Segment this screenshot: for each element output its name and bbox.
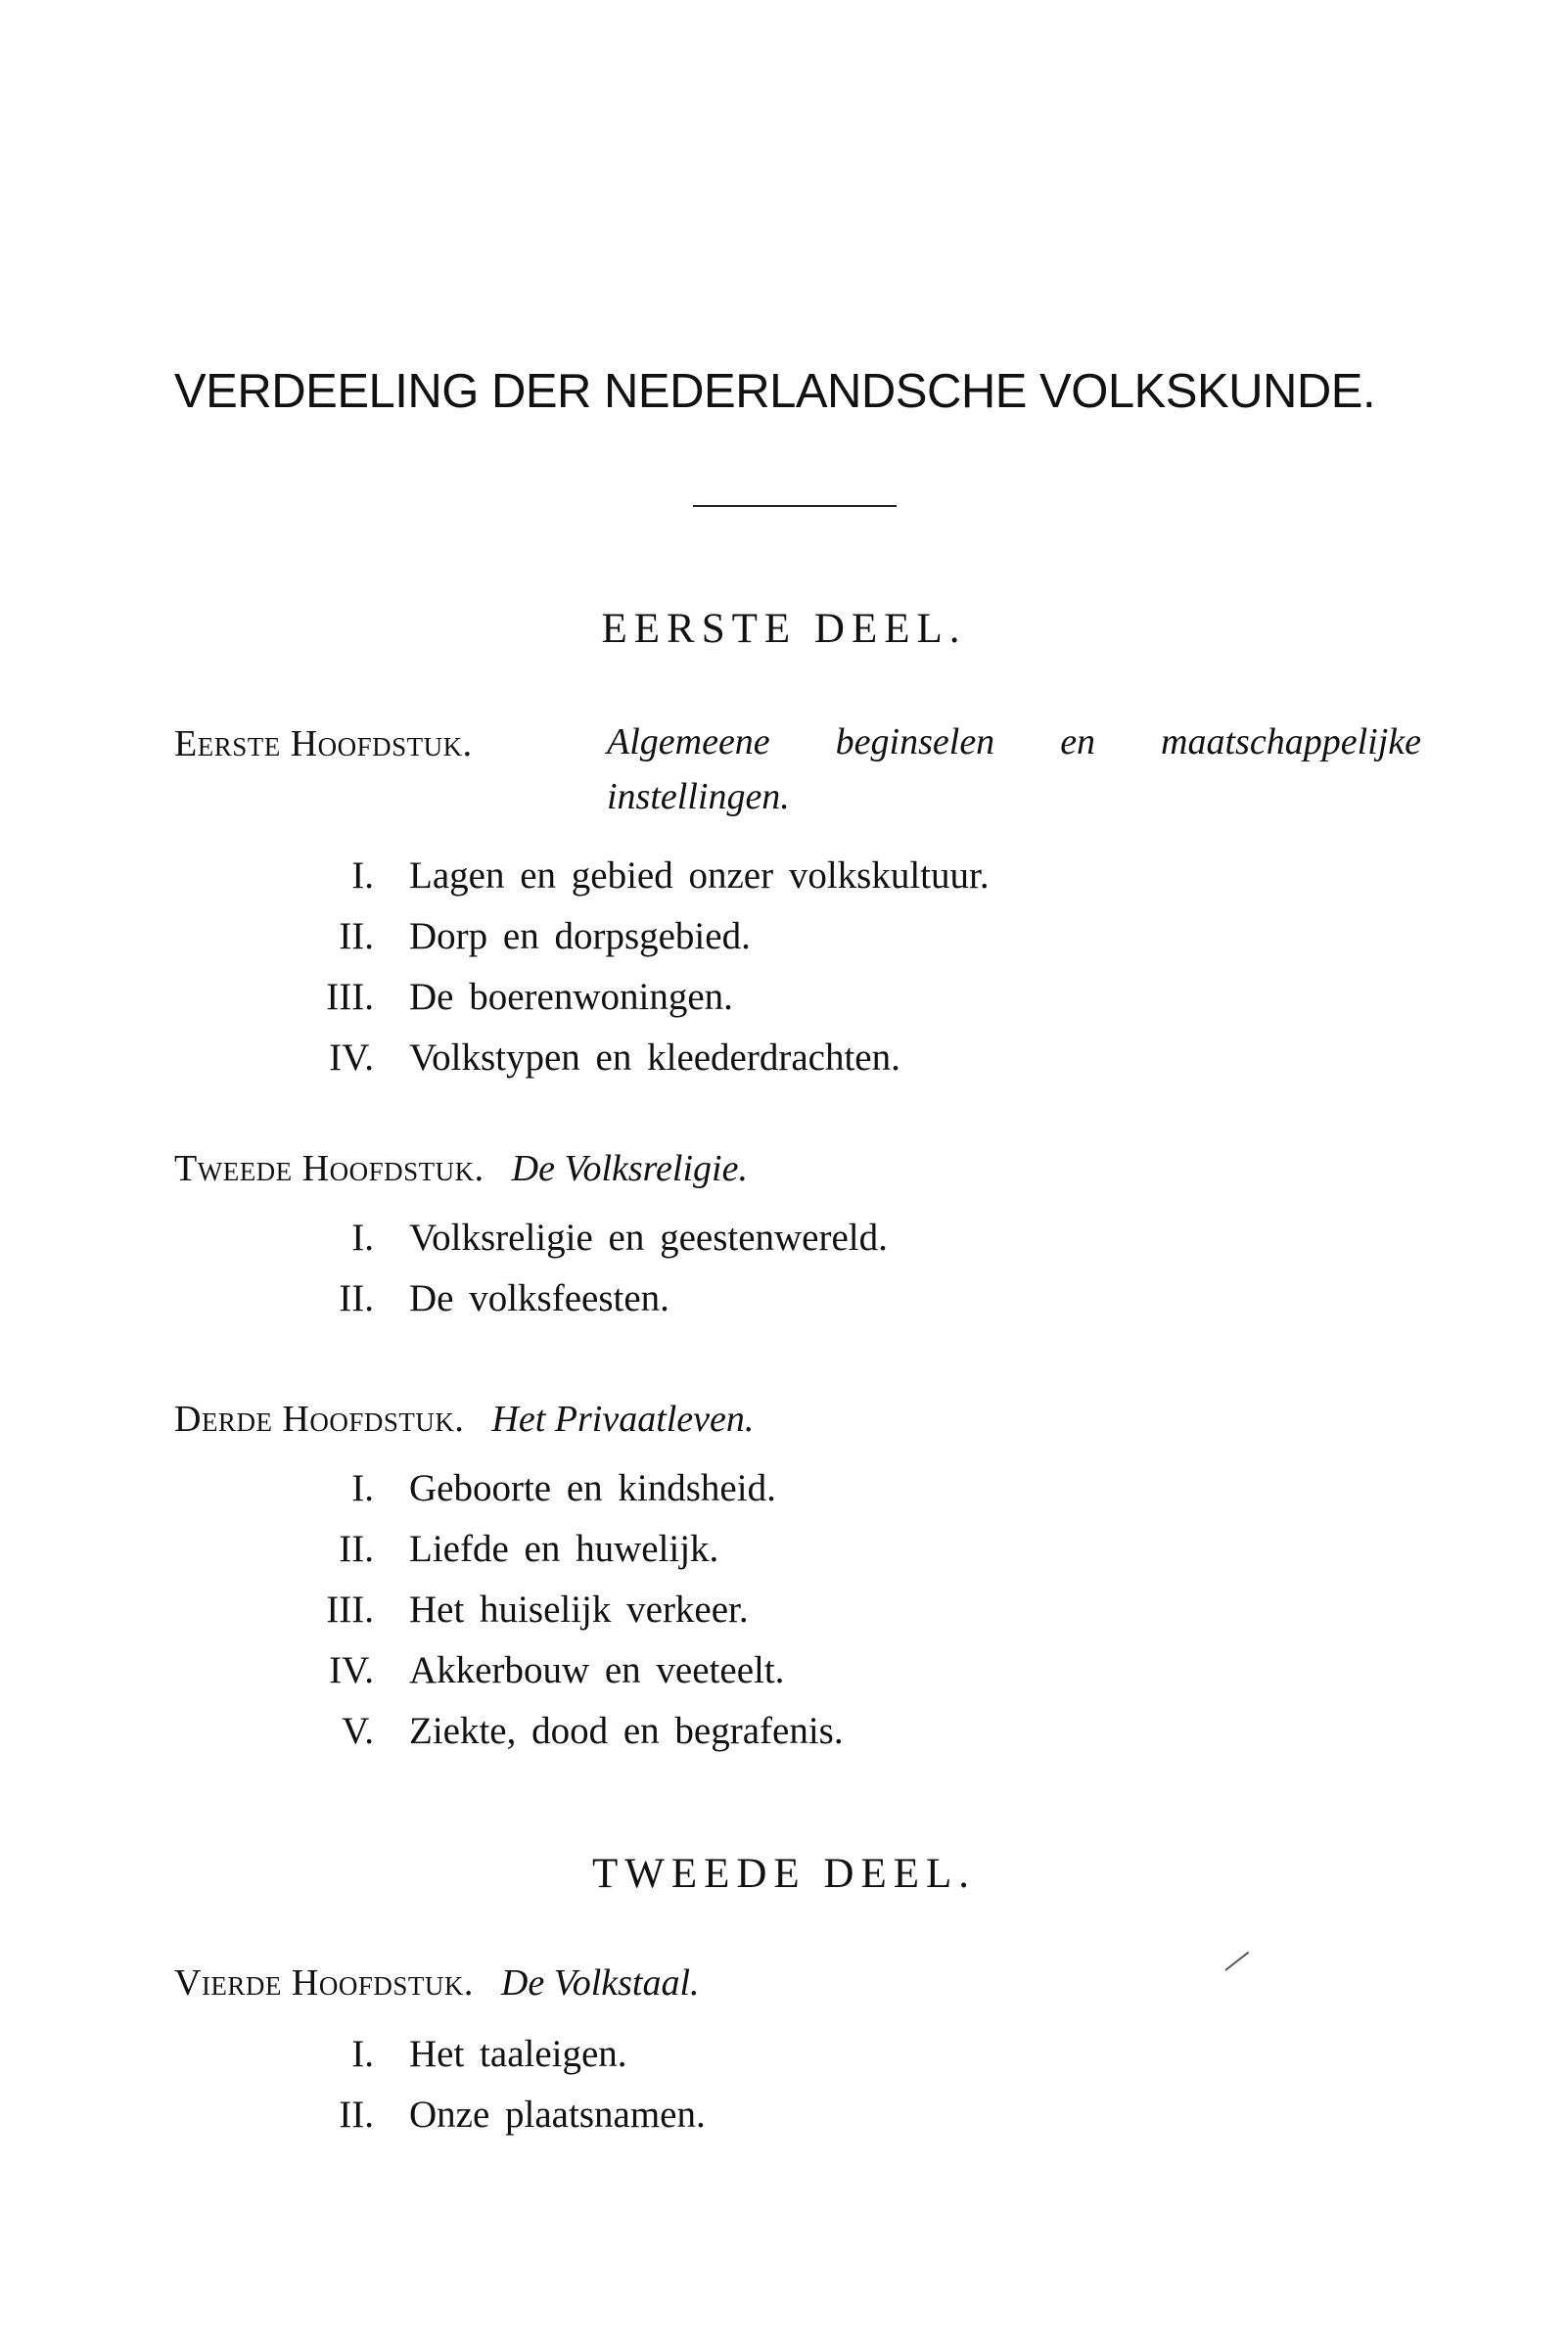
list-item [294, 1527, 844, 1588]
item-text: Dorp en dorpsgebied. [409, 915, 751, 957]
item-text: Liefde en huwelijk. [409, 1528, 719, 1570]
chapter-subtitle-line: instellingen. [607, 776, 790, 817]
item-text: De boerenwoningen. [409, 976, 733, 1018]
item-text: Ziekte, dood en begrafenis. [409, 1710, 844, 1752]
part-heading-second: TWEEDE DEEL. [591, 1851, 977, 1897]
item-text: Onze plaatsnamen. [409, 2094, 706, 2136]
item-number: II. [339, 2094, 374, 2136]
chapter-label: Derde Hoofdstuk. [174, 1399, 465, 1440]
list-item [294, 1588, 844, 1648]
chapter-heading-1 [174, 722, 473, 765]
item-number: IV. [329, 1649, 374, 1691]
chapter-label: Tweede Hoofdstuk. [174, 1148, 484, 1189]
list-item [294, 1216, 888, 1276]
item-number: I. [351, 1217, 374, 1259]
chapter-label: Vierde Hoofdstuk. [174, 1962, 474, 2004]
item-number: V. [342, 1710, 374, 1752]
item-number: III. [326, 1589, 374, 1631]
chapter-heading-3 [174, 1398, 754, 1441]
chapter-subtitle: De Volksreligie. [511, 1148, 748, 1189]
list-item [294, 1648, 844, 1709]
list-item [294, 975, 990, 1036]
part-heading-first: EERSTE DEEL. [601, 606, 967, 652]
item-number: III. [326, 976, 374, 1018]
item-text: Het taaleigen. [409, 2033, 627, 2075]
chapter-1-items [294, 853, 990, 1096]
pencil-mark [1224, 1952, 1249, 1971]
chapter-3-items [294, 1466, 844, 1770]
chapter-subtitle-line: Algemeene beginselen en maatschappelijke [607, 721, 1421, 762]
chapter-4-items [294, 2032, 706, 2153]
title-divider [693, 505, 897, 507]
list-item [294, 2093, 706, 2153]
chapter-subtitle: Het Privaatleven. [491, 1399, 755, 1440]
item-number: I. [351, 854, 374, 897]
item-text: Akkerbouw en veeteelt. [409, 1649, 785, 1691]
page-title: VERDEELING DER NEDERLANDSCHE VOLKSKUNDE. [174, 365, 1376, 418]
item-text: Geboorte en kindsheid. [409, 1467, 776, 1509]
item-text: Volksreligie en geestenwereld. [409, 1217, 888, 1259]
item-number: I. [351, 2033, 374, 2075]
list-item [294, 914, 990, 975]
list-item [294, 1036, 990, 1096]
chapter-heading-4 [174, 1961, 700, 2005]
list-item [294, 1709, 844, 1770]
item-number: II. [339, 915, 374, 957]
list-item [294, 1466, 844, 1527]
chapter-subtitle: De Volkstaal. [500, 1962, 700, 2004]
item-number: II. [339, 1277, 374, 1319]
list-item [294, 2032, 706, 2093]
chapter-2-items [294, 1216, 888, 1337]
item-number: II. [339, 1528, 374, 1570]
item-text: Het huiselijk verkeer. [409, 1589, 749, 1631]
list-item [294, 1276, 888, 1337]
chapter-heading-2 [174, 1147, 748, 1190]
item-number: IV. [329, 1037, 374, 1079]
item-text: Volkstypen en kleederdrachten. [409, 1037, 900, 1079]
list-item [294, 853, 990, 914]
chapter-subtitle-1 [607, 715, 1421, 824]
item-text: Lagen en gebied onzer volkskultuur. [409, 854, 990, 897]
item-number: I. [351, 1467, 374, 1509]
item-text: De volksfeesten. [409, 1277, 669, 1319]
chapter-label: Eerste Hoofdstuk. [174, 723, 473, 764]
